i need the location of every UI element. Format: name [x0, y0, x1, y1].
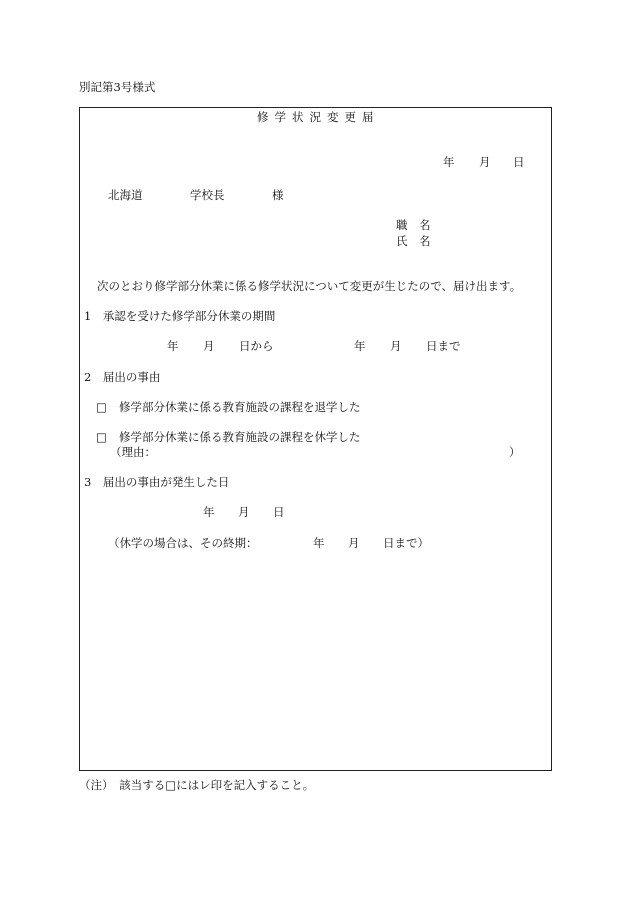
date-day: 日: [513, 155, 525, 169]
position-label: 職 名: [396, 218, 431, 232]
reason-open: （理由：: [110, 445, 156, 459]
occurrence-month: 月: [238, 505, 250, 519]
occurrence-year: 年: [203, 505, 215, 519]
suspension-option-label: 修学部分休業に係る教育施設の課程を休学した: [119, 430, 361, 444]
period-from-day: 日から: [239, 339, 274, 353]
suspension-checkbox[interactable]: □: [96, 430, 107, 444]
leave-end-day: 日まで）: [383, 536, 429, 550]
withdrawal-checkbox[interactable]: □: [96, 400, 107, 414]
intro-text: 次のとおり修学部分休業に係る修学状況について変更が生じたので、届け出ます。: [97, 279, 522, 293]
form-title: 修学状況変更届: [257, 110, 380, 124]
period-to-month: 月: [390, 339, 402, 353]
section-2-heading: 2 届出の事由: [84, 370, 161, 384]
reason-close: ）: [509, 445, 521, 459]
period-to-day: 日まで: [426, 339, 461, 353]
period-to-year: 年: [354, 339, 366, 353]
addressee-prefecture: 北海道: [108, 188, 143, 202]
leave-end-month: 月: [348, 536, 360, 550]
withdrawal-option-label: 修学部分休業に係る教育施設の課程を退学した: [119, 400, 361, 414]
period-from-month: 月: [203, 339, 215, 353]
footnote: （注） 該当する□にはレ印を記入すること。: [79, 778, 315, 792]
name-label: 氏 名: [396, 234, 431, 248]
date-month: 月: [479, 155, 491, 169]
occurrence-day: 日: [273, 505, 285, 519]
form-number: 別記第3号様式: [79, 80, 156, 94]
addressee-honorific: 様: [272, 188, 284, 202]
section-3-heading: 3 届出の事由が発生した日: [84, 475, 230, 489]
period-from-year: 年: [167, 339, 179, 353]
leave-end-prefix: （休学の場合は、その終期：: [108, 536, 258, 550]
date-year: 年: [443, 155, 455, 169]
section-1-heading: 1 承認を受けた修学部分休業の期間: [84, 309, 276, 323]
addressee-principal: 学校長: [190, 188, 225, 202]
leave-end-year: 年: [313, 536, 325, 550]
